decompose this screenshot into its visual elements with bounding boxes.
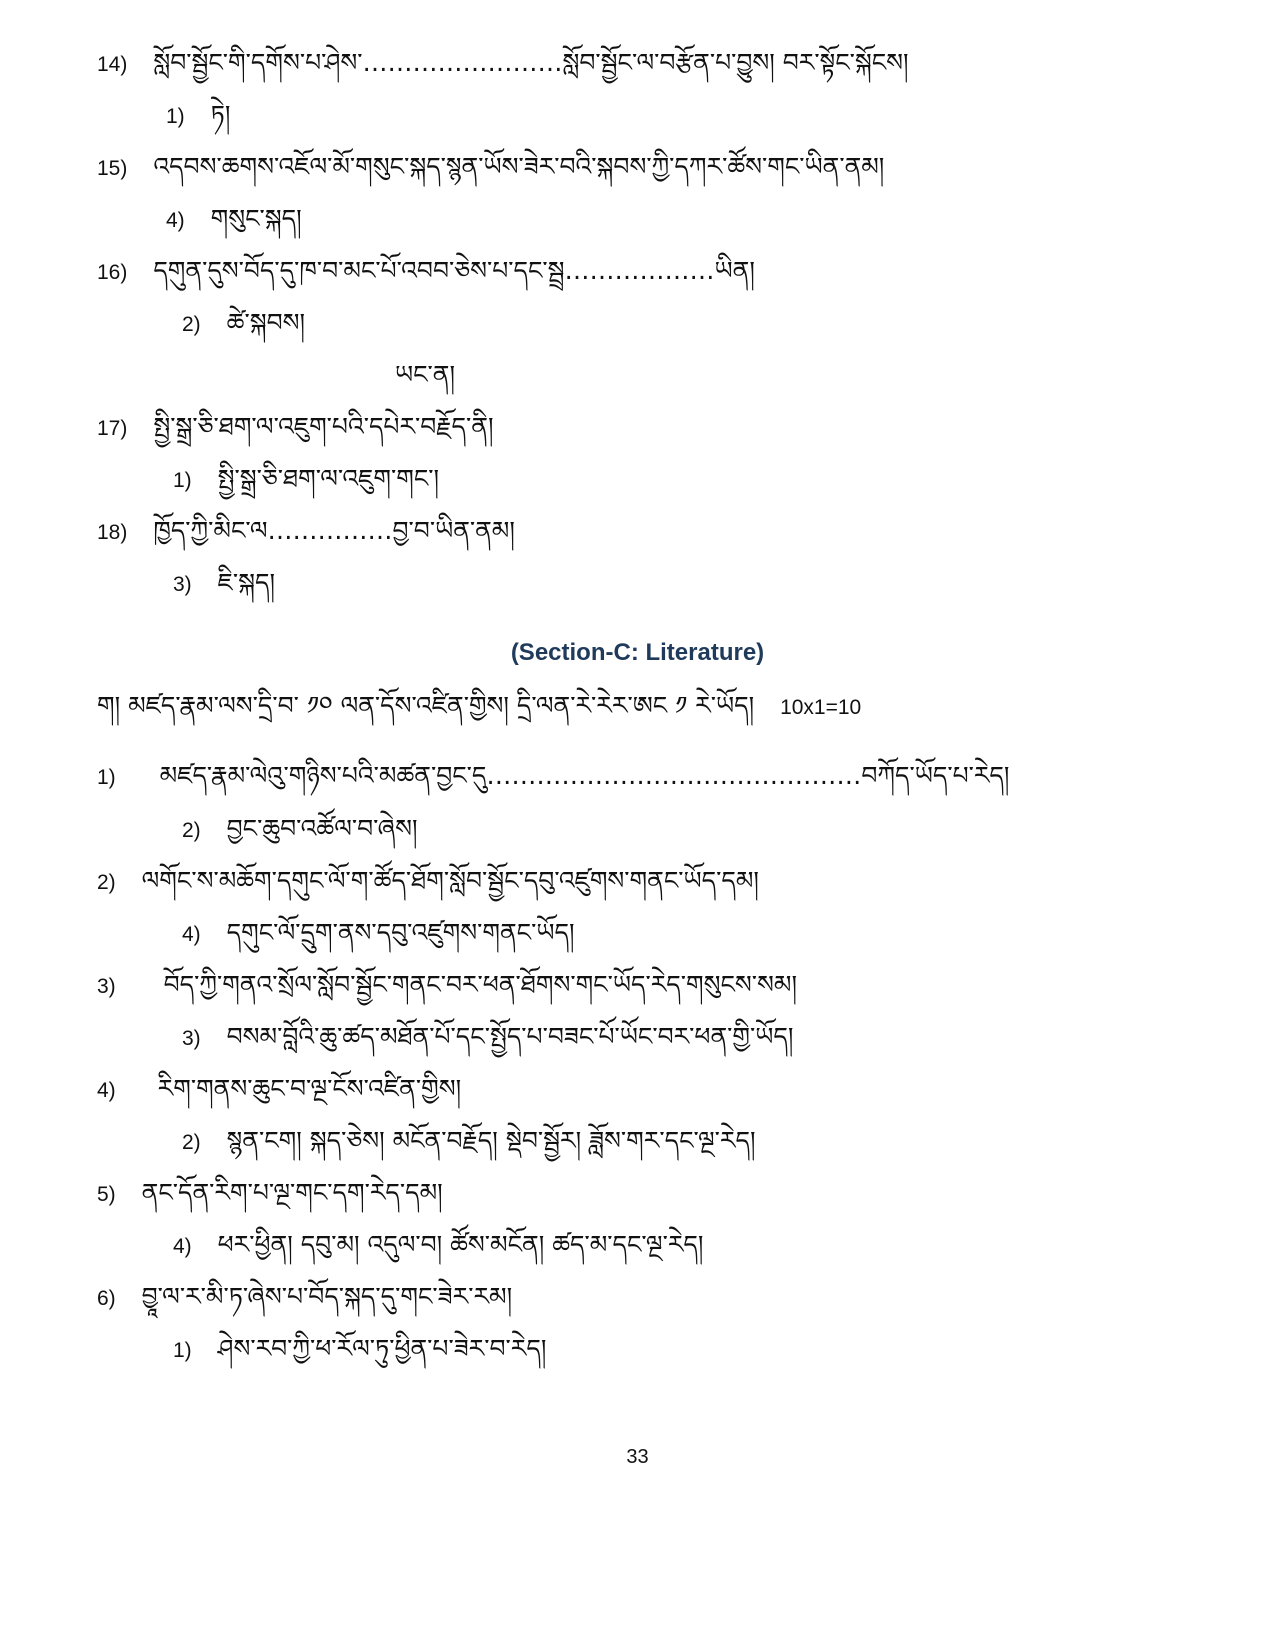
answer-16 <box>182 305 305 343</box>
answer-number: 1) <box>173 1339 192 1362</box>
question-text: སྤྱི་སྒྲ་ཅི་ཐག་ལ་འཇུག་པའི་དཔེར་བརྗོད་ནི། <box>153 412 494 441</box>
question-text: དགུན་དུས་བོད་དུ་ཁ་བ་མང་པོ་འབབ་ཅེས་པ་དང་སྦྲ………………ཡིན། <box>153 256 755 285</box>
literature-question-2 <box>97 863 759 901</box>
question-number: 16) <box>97 261 128 284</box>
question-number: 18) <box>97 521 128 544</box>
answer-number: 2) <box>182 313 201 336</box>
or-label-text: ཡང་ན། <box>395 360 456 389</box>
answer-text: ཤེས་རབ་ཀྱི་ཕ་རོལ་ཏུ་ཕྱིན་པ་ཟེར་བ་རེད། <box>217 1334 547 1363</box>
literature-answer-1 <box>182 811 418 849</box>
section-c-instruction <box>97 688 861 726</box>
question-16 <box>97 253 755 291</box>
answer-18 <box>173 565 275 603</box>
answer-text: ཏེ། <box>210 100 231 129</box>
answer-number: 4) <box>182 923 201 946</box>
literature-question-4 <box>97 1071 461 1109</box>
question-text: མཛད་རྣམ་ལེའུ་གཉིས་པའི་མཚན་བྱང་དུ………………………………………བཀོད་ཡོད་པ་རེད། <box>159 761 1010 790</box>
question-number: 14) <box>97 53 128 76</box>
question-number: 3) <box>97 975 116 998</box>
question-text: ལགོང་ས་མཆོག་དགུང་ལོ་ག་ཚོད་ཐོག་སློབ་སྦྱོང་དབུ་འཛུགས་གནང་ཡོད་དམ། <box>141 866 759 895</box>
answer-text: བྱང་ཆུབ་འཚོལ་བ་ཞེས། <box>226 814 418 843</box>
answer-number: 4) <box>166 209 185 232</box>
answer-number: 3) <box>182 1027 201 1050</box>
answer-text: སྙན་ངག། སྐད་ཅེས། མངོན་བརྗོད། སྡེབ་སྦྱོར། ཟློས་གར་དང་ལྔ་རེད། <box>226 1126 756 1155</box>
or-label <box>395 357 455 393</box>
literature-question-5 <box>97 1175 443 1213</box>
question-14 <box>97 45 909 83</box>
literature-answer-4 <box>182 1123 756 1161</box>
answer-text: སྤྱི་སྒྲ་ཅི་ཐག་ལ་འཇུག་གང་། <box>217 464 440 493</box>
question-number: 17) <box>97 417 128 440</box>
instruction-text: མཛད་རྣམ་ལས་དྲི་བ་ ༡༠ ལན་དོས་འཛིན་གྱིས། དྲི་ལན་རེ་རེར་ཨང ༡ རེ་ཡོད། <box>128 691 755 720</box>
instruction-label: ག། <box>97 691 121 720</box>
question-15 <box>97 149 884 187</box>
literature-question-3 <box>97 967 797 1005</box>
answer-number: 4) <box>173 1235 192 1258</box>
answer-text: ཇི་སྐད། <box>217 568 276 597</box>
literature-answer-2 <box>182 915 575 953</box>
question-text: འདབས་ཆགས་འཇོལ་མོ་གསུང་སྐད་སྙན་ཡོས་ཟེར་བའི་སྐབས་ཀྱི་དཀར་ཚོས་གང་ཡིན་ནམ། <box>153 152 885 181</box>
answer-text: གསུང་སྐད། <box>210 204 302 233</box>
page-number: 33 <box>626 1446 649 1468</box>
question-text: རིག་གནས་ཆུང་བ་ལྔ་ངོས་འཛིན་གྱིས། <box>157 1074 462 1103</box>
answer-15 <box>166 201 302 239</box>
answer-17 <box>173 461 439 499</box>
question-text: བོད་ཀྱི་གནའ་སྲོལ་སློབ་སྦྱོང་གནང་བར་ཕན་ཐོགས་གང་ཡོད་རེད་གསུངས་སམ། <box>163 970 797 999</box>
answer-number: 2) <box>182 1131 201 1154</box>
section-c-heading: (Section-C: Literature) <box>510 639 765 666</box>
literature-question-6 <box>97 1279 512 1317</box>
question-text: ནང་དོན་རིག་པ་ལྔ་གང་དག་རེད་དམ། <box>141 1178 443 1207</box>
answer-number: 2) <box>182 819 201 842</box>
question-text: བྱཱ་ལ་ར་མི་ཏ་ཞེས་པ་བོད་སྐད་དུ་གང་ཟེར་རམ། <box>141 1282 513 1311</box>
answer-text: ཕར་ཕྱིན། དབུ་མ། འདུལ་བ། ཚོས་མངོན། ཚད་མ་དང་ལྔ་རེད། <box>217 1230 704 1259</box>
question-number: 4) <box>97 1079 116 1102</box>
marks-formula: 10x1=10 <box>780 696 862 719</box>
literature-answer-6 <box>173 1331 546 1369</box>
question-number: 1) <box>97 766 116 789</box>
question-number: 6) <box>97 1287 116 1310</box>
question-number: 2) <box>97 871 116 894</box>
answer-text: ཚེ་སྐབས། <box>226 308 306 337</box>
question-17 <box>97 409 494 447</box>
answer-number: 3) <box>173 573 192 596</box>
answer-14 <box>166 97 230 135</box>
answer-number: 1) <box>173 469 192 492</box>
literature-answer-3 <box>182 1019 793 1057</box>
question-number: 5) <box>97 1183 116 1206</box>
question-18 <box>97 513 515 551</box>
question-number: 15) <box>97 157 128 180</box>
literature-question-1 <box>97 758 1009 796</box>
question-text: ཁྱོད་ཀྱི་མིང་ལ……………བྱ་བ་ཡིན་ནམ། <box>153 516 515 545</box>
literature-answer-5 <box>173 1227 703 1265</box>
answer-text: དགུང་ལོ་དྲུག་ནས་དབུ་འཛུགས་གནང་ཡོད། <box>226 918 575 947</box>
question-text: སློབ་སྦྱོང་གི་དགོས་པ་ཤེས་……………………སློབ་སྦྱོང་ལ་བརྩོན་པ་བྱུས། བར་སྟོང་སྐོངས། <box>153 48 909 77</box>
answer-number: 1) <box>166 105 185 128</box>
answer-text: བསམ་བློའི་ཆུ་ཚད་མཐོན་པོ་དང་སྤྱོད་པ་བཟང་པོ་ཡོང་བར་ཕན་གྱི་ཡོད། <box>226 1022 794 1051</box>
